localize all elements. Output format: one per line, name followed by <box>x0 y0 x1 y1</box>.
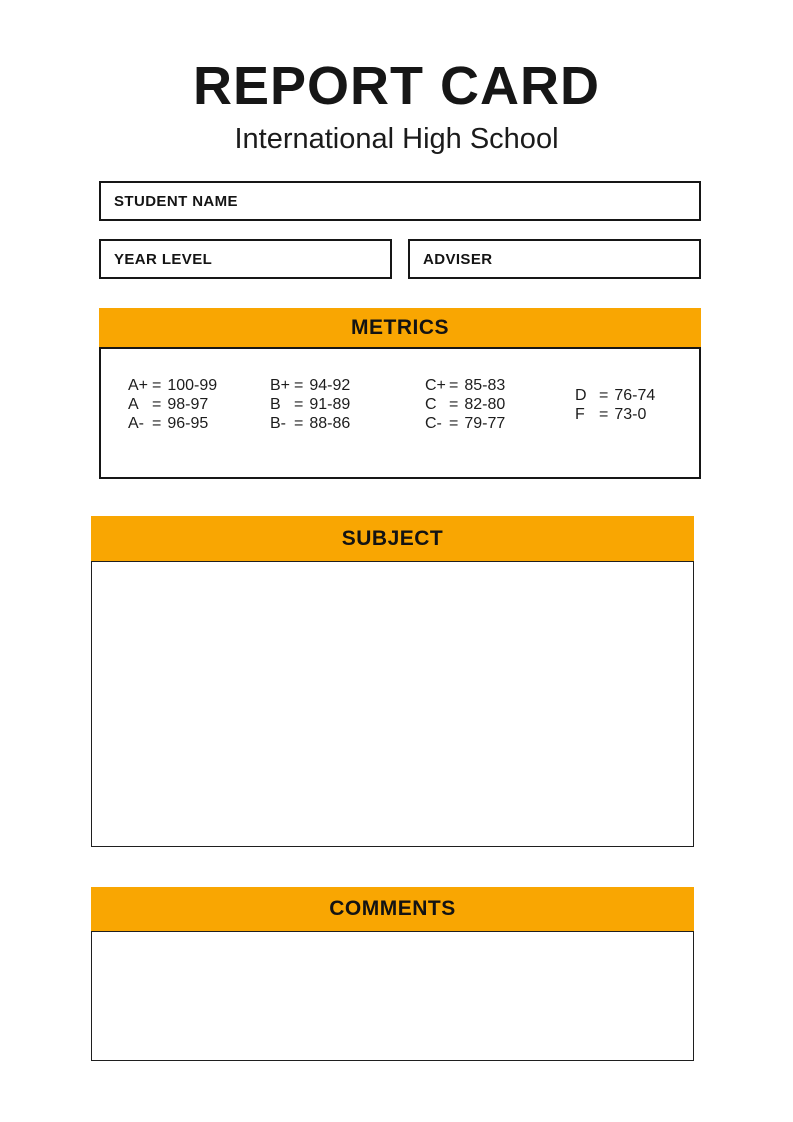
equals-sign: = <box>294 396 304 413</box>
grade-range: 96-95 <box>167 415 209 432</box>
subject-header: SUBJECT <box>91 516 694 561</box>
metric-row <box>575 386 655 405</box>
school-name: International High School <box>234 123 559 155</box>
year-level-label: YEAR LEVEL <box>114 250 213 268</box>
grade-label: B+ <box>270 377 291 394</box>
metric-row <box>270 395 350 414</box>
grade-range: 79-77 <box>464 415 506 432</box>
equals-sign: = <box>449 415 459 432</box>
equals-sign: = <box>449 377 459 394</box>
comments-entry-area[interactable] <box>91 931 694 1061</box>
grade-label: A <box>128 396 139 413</box>
grade-range: 88-86 <box>309 415 351 432</box>
page-title: REPORT CARD <box>192 56 600 116</box>
equals-sign: = <box>449 396 459 413</box>
metric-row <box>270 414 350 433</box>
student-name-label: STUDENT NAME <box>114 192 238 210</box>
metrics-body <box>99 347 701 479</box>
metrics-column-c <box>425 376 505 433</box>
grade-label: F <box>575 406 585 423</box>
adviser-field[interactable] <box>408 239 701 279</box>
grade-label: B- <box>270 415 286 432</box>
grade-label: A- <box>128 415 144 432</box>
grade-range: 73-0 <box>614 406 647 423</box>
grade-range: 85-83 <box>464 377 506 394</box>
metrics-section <box>99 308 701 479</box>
metric-row <box>425 395 505 414</box>
grade-range: 82-80 <box>464 396 506 413</box>
grade-range: 94-92 <box>309 377 351 394</box>
equals-sign: = <box>599 387 609 404</box>
equals-sign: = <box>294 377 304 394</box>
grade-label: C- <box>425 415 442 432</box>
equals-sign: = <box>152 396 162 413</box>
grade-label: C+ <box>425 377 446 394</box>
comments-section <box>91 887 694 1061</box>
grade-label: B <box>270 396 281 413</box>
metric-row <box>270 376 350 395</box>
grade-label: C <box>425 396 437 413</box>
metrics-header: METRICS <box>99 308 701 347</box>
metric-row <box>425 376 505 395</box>
metrics-column-b <box>270 376 350 433</box>
grade-range: 76-74 <box>614 387 656 404</box>
year-level-field[interactable] <box>99 239 392 279</box>
equals-sign: = <box>152 415 162 432</box>
adviser-label: ADVISER <box>423 250 493 268</box>
equals-sign: = <box>599 406 609 423</box>
grade-range: 98-97 <box>167 396 209 413</box>
metric-row <box>575 405 655 424</box>
grade-label: D <box>575 387 587 404</box>
metric-row <box>425 414 505 433</box>
subject-section <box>91 516 694 847</box>
equals-sign: = <box>152 377 162 394</box>
metric-row <box>128 395 217 414</box>
grade-label: A+ <box>128 377 149 394</box>
metric-row <box>128 376 217 395</box>
metrics-column-df <box>575 386 655 424</box>
grade-range: 100-99 <box>167 377 218 394</box>
comments-header: COMMENTS <box>91 887 694 931</box>
metrics-column-a <box>128 376 217 433</box>
equals-sign: = <box>294 415 304 432</box>
grade-range: 91-89 <box>309 396 351 413</box>
metric-row <box>128 414 217 433</box>
student-name-field[interactable] <box>99 181 701 221</box>
subject-entry-area[interactable] <box>91 561 694 847</box>
